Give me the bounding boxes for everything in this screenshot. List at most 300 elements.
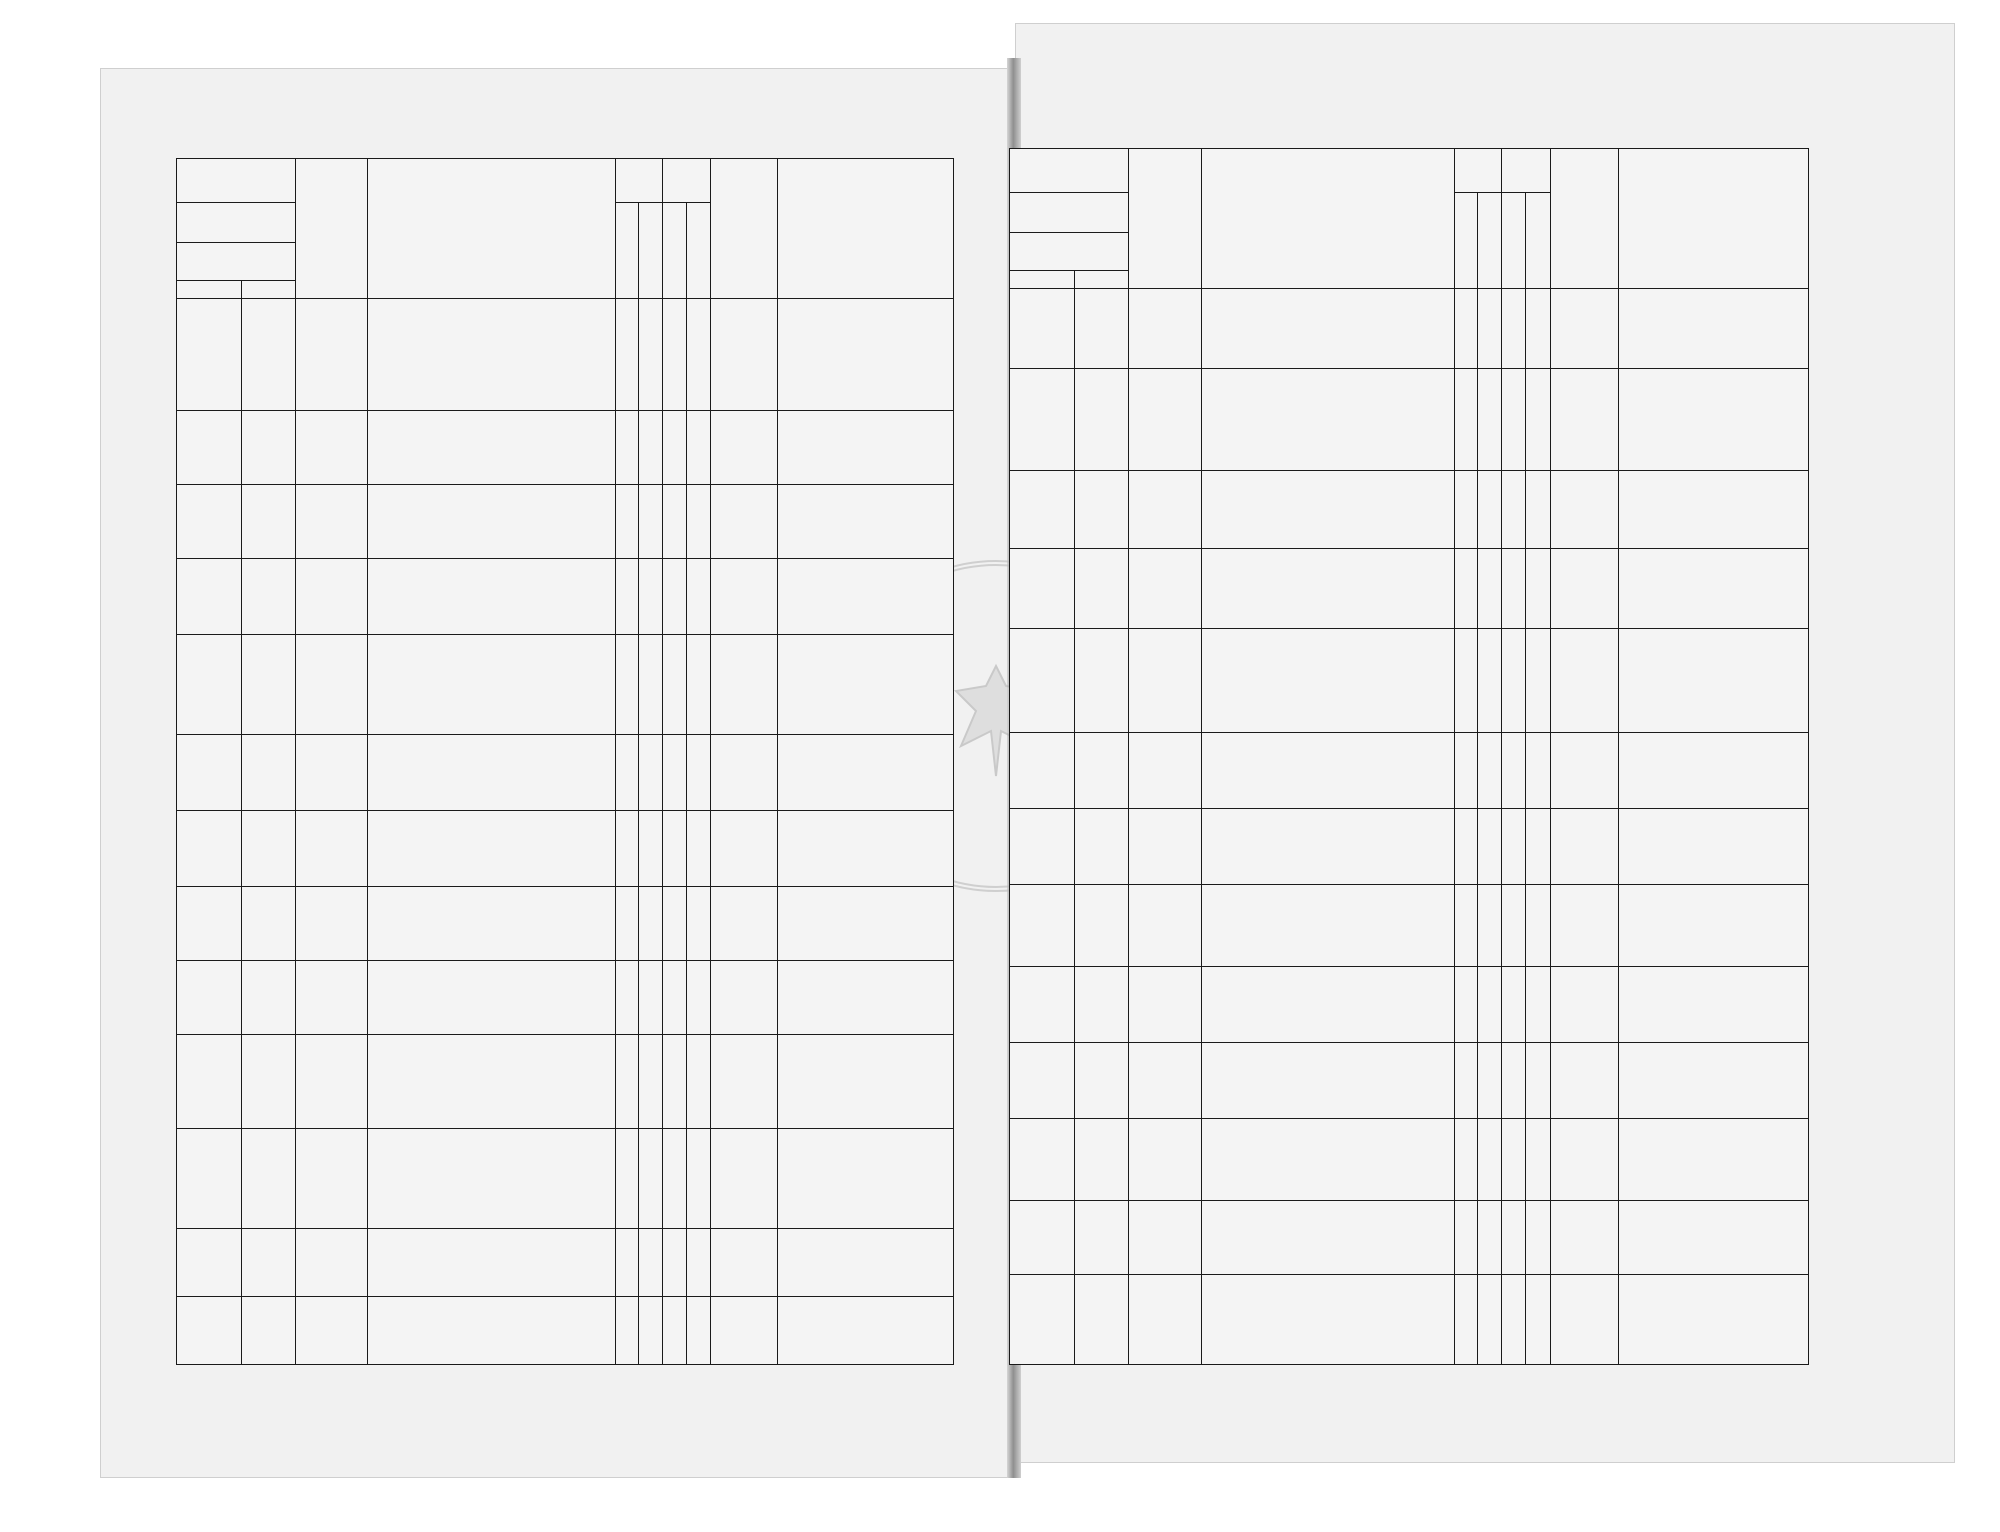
register-entry-row [177,735,954,811]
cell-domus-number [1129,549,1202,629]
cell-mortuus [177,485,242,559]
cell-mascul [663,1035,687,1129]
cell-mascul [1502,809,1526,885]
cell-mascul [1502,549,1526,629]
cell-aut-alia [1477,369,1501,471]
cell-sepultus [1075,1275,1129,1365]
cell-aut-alia [1477,885,1501,967]
cell-nomen [1201,1275,1454,1365]
register-entry-row [1010,289,1809,369]
cell-sepultus [1075,885,1129,967]
cell-morbus [1619,549,1809,629]
cell-aut-alia [638,299,662,411]
cell-femina [1526,809,1550,885]
cell-nomen [368,299,616,411]
cell-domus-number [295,811,367,887]
cell-morbus [777,299,953,411]
cell-mortuus [177,961,242,1035]
cell-mascul [663,1129,687,1229]
cell-femina [1526,1119,1550,1201]
cell-catholica [1454,471,1477,549]
header-mensis [1010,233,1129,271]
cell-domus-number [1129,809,1202,885]
cell-catholica [1454,1275,1477,1365]
cell-domus-number [295,485,367,559]
cell-mascul [1502,1201,1526,1275]
register-table-left [176,158,954,1365]
cell-morbus [777,961,953,1035]
cell-dies-vitae [711,485,777,559]
cell-sepultus [242,1129,296,1229]
cell-dies-vitae [711,735,777,811]
cell-dies-vitae [1550,885,1619,967]
cell-morbus [1619,809,1809,885]
register-entry-row [177,887,954,961]
register-rows-left [177,299,954,1365]
cell-nomen [368,1229,616,1297]
cell-sepultus [242,1297,296,1365]
register-entry-row [177,811,954,887]
register-entry-row [177,299,954,411]
cell-nomen [1201,289,1454,369]
cell-domus-number [295,1229,367,1297]
cell-sepultus [1075,1201,1129,1275]
cell-femina [1526,733,1550,809]
cell-sepultus [242,411,296,485]
cell-mortuus [177,1297,242,1365]
cell-morbus [777,1035,953,1129]
cell-morbus [777,635,953,735]
cell-mortuus [1010,1119,1075,1201]
header-sepultus [242,281,296,299]
cell-catholica [615,1035,638,1129]
cell-mascul [663,887,687,961]
cell-morbus [1619,629,1809,733]
header-sepultus [1075,271,1129,289]
cell-nomen [368,1035,616,1129]
header-morbus [777,159,953,299]
register-entry-row [1010,1275,1809,1365]
cell-femina [687,299,711,411]
cell-mortuus [1010,1201,1075,1275]
cell-nomen [368,559,616,635]
cell-aut-alia [638,887,662,961]
cell-mascul [663,811,687,887]
cell-mortuus [1010,885,1075,967]
cell-domus-number [295,635,367,735]
header-nomen-mortui [1201,149,1454,289]
cell-femina [687,635,711,735]
cell-femina [1526,549,1550,629]
cell-sepultus [242,485,296,559]
cell-domus-number [1129,885,1202,967]
register-entry-row [1010,1043,1809,1119]
cell-dies-vitae [1550,549,1619,629]
cell-nomen [1201,967,1454,1043]
cell-aut-alia [1477,1275,1501,1365]
cell-mortuus [1010,471,1075,549]
register-table-right [1009,148,1809,1365]
cell-mascul [663,961,687,1035]
cell-aut-alia [1477,809,1501,885]
cell-aut-alia [638,811,662,887]
cell-mortuus [177,1129,242,1229]
register-entry-row [177,411,954,485]
register-entry-row [177,1297,954,1365]
header-dies-vitae [1550,149,1619,289]
cell-aut-alia [638,485,662,559]
cell-aut-alia [638,635,662,735]
cell-domus-number [1129,1201,1202,1275]
cell-domus-number [1129,1275,1202,1365]
cell-domus-number [1129,733,1202,809]
header-sexus [663,159,711,203]
register-entry-row [177,1229,954,1297]
cell-dies-vitae [711,1129,777,1229]
cell-dies-vitae [711,1297,777,1365]
register-entry-row [1010,967,1809,1043]
cell-femina [687,735,711,811]
cell-nomen [368,1297,616,1365]
cell-mascul [663,1297,687,1365]
cell-catholica [615,1129,638,1229]
cell-femina [1526,629,1550,733]
cell-domus-number [1129,1119,1202,1201]
cell-mortuus [1010,967,1075,1043]
cell-nomen [368,1129,616,1229]
header-dies-mortis [1010,149,1129,193]
cell-morbus [1619,885,1809,967]
cell-aut-alia [638,559,662,635]
cell-domus-number [295,1129,367,1229]
register-entry-row [1010,471,1809,549]
register-entry-row [177,635,954,735]
cell-domus-number [295,887,367,961]
cell-catholica [1454,549,1477,629]
cell-nomen [1201,471,1454,549]
cell-dies-vitae [1550,1275,1619,1365]
header-religio [615,159,662,203]
cell-dies-vitae [1550,1043,1619,1119]
cell-catholica [615,961,638,1035]
header-mensis [177,243,296,281]
header-nrus-domus [1129,149,1202,289]
cell-mortuus [177,887,242,961]
cell-aut-alia [1477,549,1501,629]
cell-domus-number [1129,289,1202,369]
cell-dies-vitae [1550,471,1619,549]
cell-dies-vitae [711,411,777,485]
cell-morbus [777,1229,953,1297]
cell-mascul [1502,1043,1526,1119]
register-rows-right [1010,289,1809,1365]
cell-mascul [663,635,687,735]
cell-catholica [1454,1119,1477,1201]
cell-sepultus [1075,1119,1129,1201]
cell-domus-number [295,1297,367,1365]
register-entry-row [177,559,954,635]
cell-morbus [1619,733,1809,809]
cell-dies-vitae [711,1035,777,1129]
register-entry-row [1010,885,1809,967]
header-mortuus [177,281,242,299]
cell-nomen [368,811,616,887]
cell-aut-alia [638,1035,662,1129]
header-morbus [1619,149,1809,289]
cell-mascul [1502,289,1526,369]
header-dies-vitae [711,159,777,299]
header-mascul [1502,193,1526,289]
cell-femina [1526,369,1550,471]
cell-catholica [615,299,638,411]
cell-aut-alia [1477,1201,1501,1275]
cell-mortuus [1010,369,1075,471]
cell-mascul [663,735,687,811]
cell-dies-vitae [711,635,777,735]
cell-femina [687,961,711,1035]
cell-aut-alia [638,735,662,811]
header-aut-alia [638,203,662,299]
cell-mortuus [177,1035,242,1129]
cell-domus-number [1129,471,1202,549]
cell-femina [687,411,711,485]
cell-catholica [1454,733,1477,809]
cell-catholica [615,887,638,961]
register-entry-row [1010,1119,1809,1201]
cell-morbus [1619,1275,1809,1365]
cell-dies-vitae [1550,1119,1619,1201]
cell-sepultus [1075,369,1129,471]
cell-dies-vitae [1550,809,1619,885]
cell-femina [1526,1043,1550,1119]
cell-mortuus [177,559,242,635]
header-year [177,203,296,243]
cell-dies-vitae [711,961,777,1035]
cell-domus-number [1129,967,1202,1043]
cell-sepultus [242,811,296,887]
cell-mascul [1502,629,1526,733]
cell-sepultus [242,735,296,811]
cell-sepultus [1075,549,1129,629]
cell-nomen [368,961,616,1035]
header-aut-alia [1477,193,1501,289]
cell-nomen [1201,809,1454,885]
cell-nomen [368,887,616,961]
cell-dies-vitae [1550,629,1619,733]
cell-mascul [1502,471,1526,549]
header-femina [687,203,711,299]
cell-mortuus [177,299,242,411]
cell-dies-vitae [1550,1201,1619,1275]
cell-mascul [663,1229,687,1297]
cell-mortuus [1010,289,1075,369]
cell-mascul [663,411,687,485]
header-mortuus [1010,271,1075,289]
cell-mortuus [177,735,242,811]
cell-aut-alia [638,1229,662,1297]
cell-catholica [615,1229,638,1297]
cell-sepultus [1075,1043,1129,1119]
cell-aut-alia [1477,1119,1501,1201]
register-entry-row [177,1129,954,1229]
cell-mortuus [177,411,242,485]
cell-mascul [663,559,687,635]
cell-aut-alia [638,1297,662,1365]
cell-catholica [1454,289,1477,369]
cell-femina [687,1297,711,1365]
cell-nomen [1201,885,1454,967]
cell-morbus [777,559,953,635]
cell-femina [687,1229,711,1297]
cell-sepultus [1075,289,1129,369]
header-mascul [663,203,687,299]
cell-nomen [1201,549,1454,629]
cell-morbus [1619,471,1809,549]
cell-sepultus [242,1229,296,1297]
cell-morbus [777,735,953,811]
cell-catholica [1454,885,1477,967]
cell-aut-alia [638,961,662,1035]
cell-mortuus [1010,1043,1075,1119]
header-catholica [615,203,638,299]
cell-aut-alia [1477,967,1501,1043]
cell-nomen [1201,1043,1454,1119]
register-entry-row [177,485,954,559]
cell-morbus [777,887,953,961]
header-dies-mortis [177,159,296,203]
cell-mortuus [177,1229,242,1297]
register-entry-row [1010,733,1809,809]
cell-femina [1526,885,1550,967]
cell-sepultus [1075,629,1129,733]
cell-mascul [1502,1275,1526,1365]
cell-domus-number [295,735,367,811]
cell-sepultus [1075,733,1129,809]
cell-nomen [1201,1201,1454,1275]
register-entry-row [1010,629,1809,733]
cell-dies-vitae [711,559,777,635]
cell-sepultus [1075,967,1129,1043]
cell-nomen [368,735,616,811]
register-entry-row [1010,549,1809,629]
cell-domus-number [295,559,367,635]
cell-catholica [615,811,638,887]
cell-morbus [1619,1119,1809,1201]
cell-catholica [1454,1043,1477,1119]
cell-femina [687,1035,711,1129]
cell-mascul [1502,967,1526,1043]
cell-sepultus [242,887,296,961]
cell-nomen [368,485,616,559]
cell-femina [687,1129,711,1229]
cell-domus-number [1129,369,1202,471]
cell-aut-alia [1477,733,1501,809]
cell-catholica [615,559,638,635]
cell-mascul [663,299,687,411]
cell-femina [1526,289,1550,369]
cell-catholica [615,411,638,485]
cell-catholica [1454,369,1477,471]
cell-catholica [615,1297,638,1365]
cell-morbus [1619,967,1809,1043]
cell-aut-alia [1477,1043,1501,1119]
cell-mortuus [1010,809,1075,885]
register-entry-row [177,961,954,1035]
cell-morbus [777,485,953,559]
cell-femina [687,485,711,559]
cell-dies-vitae [1550,369,1619,471]
cell-dies-vitae [1550,733,1619,809]
cell-catholica [1454,809,1477,885]
cell-aut-alia [638,1129,662,1229]
cell-morbus [777,811,953,887]
cell-femina [687,887,711,961]
cell-femina [687,559,711,635]
cell-dies-vitae [711,811,777,887]
cell-morbus [1619,1043,1809,1119]
cell-nomen [368,635,616,735]
cell-mascul [1502,1119,1526,1201]
cell-morbus [777,411,953,485]
cell-morbus [1619,369,1809,471]
cell-sepultus [242,635,296,735]
cell-femina [1526,1201,1550,1275]
cell-femina [1526,1275,1550,1365]
register-entry-row [1010,809,1809,885]
cell-sepultus [242,559,296,635]
register-entry-row [177,1035,954,1129]
cell-domus-number [295,1035,367,1129]
cell-domus-number [1129,629,1202,733]
cell-domus-number [1129,1043,1202,1119]
cell-nomen [368,411,616,485]
cell-mortuus [1010,629,1075,733]
cell-nomen [1201,629,1454,733]
cell-catholica [615,735,638,811]
cell-sepultus [242,1035,296,1129]
cell-catholica [1454,1201,1477,1275]
cell-mascul [663,485,687,559]
cell-mascul [1502,369,1526,471]
header-nrus-domus [295,159,367,299]
cell-femina [687,811,711,887]
cell-mascul [1502,885,1526,967]
cell-dies-vitae [711,299,777,411]
cell-nomen [1201,733,1454,809]
cell-catholica [1454,967,1477,1043]
cell-morbus [1619,289,1809,369]
cell-mortuus [177,635,242,735]
cell-femina [1526,967,1550,1043]
cell-aut-alia [1477,289,1501,369]
cell-mortuus [1010,549,1075,629]
cell-nomen [1201,1119,1454,1201]
cell-sepultus [1075,809,1129,885]
register-entry-row [1010,1201,1809,1275]
header-sexus [1502,149,1550,193]
cell-aut-alia [1477,629,1501,733]
header-religio [1454,149,1501,193]
cell-domus-number [295,299,367,411]
cell-morbus [777,1129,953,1229]
header-nomen-mortui [368,159,616,299]
header-year [1010,193,1129,233]
cell-mortuus [1010,1275,1075,1365]
header-femina [1526,193,1550,289]
cell-aut-alia [638,411,662,485]
cell-mascul [1502,733,1526,809]
cell-catholica [615,485,638,559]
